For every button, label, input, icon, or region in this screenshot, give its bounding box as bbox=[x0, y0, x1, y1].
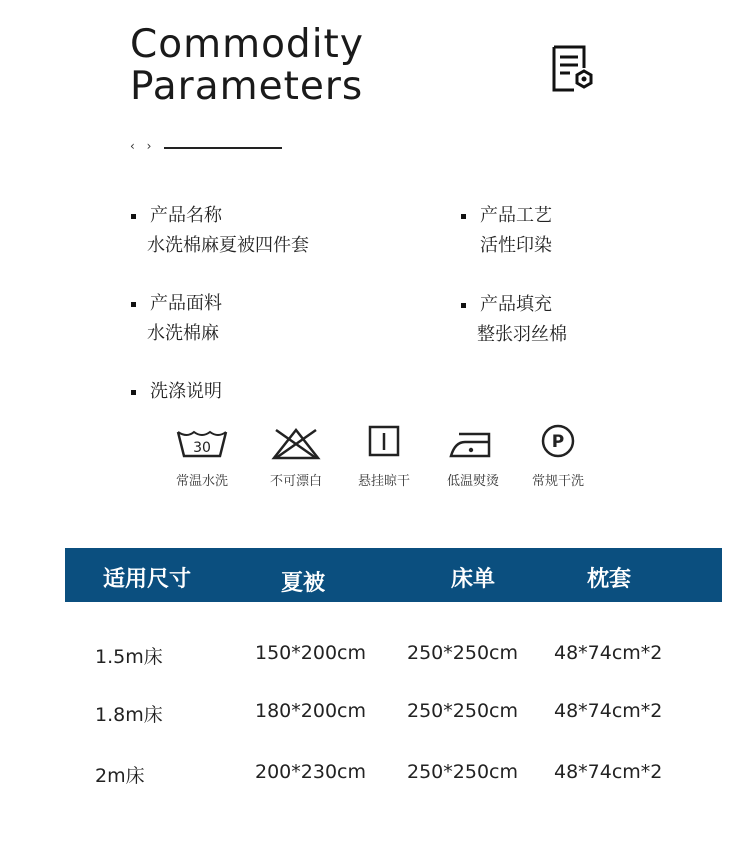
no-bleach-icon bbox=[266, 424, 326, 462]
bullet bbox=[461, 303, 466, 308]
cell-quilt: 150*200cm bbox=[255, 642, 366, 664]
param-filling bbox=[461, 290, 567, 350]
cell-sheet: 250*250cm bbox=[407, 700, 518, 722]
param-value: 水洗棉麻夏被四件套 bbox=[147, 235, 309, 256]
title-line-2: Parameters bbox=[130, 64, 364, 109]
bullet bbox=[131, 390, 136, 395]
bullet bbox=[461, 214, 466, 219]
page-title bbox=[130, 24, 364, 108]
cell-sheet: 250*250cm bbox=[407, 761, 518, 783]
param-fabric bbox=[131, 289, 222, 349]
cell-size: 1.5m床 bbox=[95, 646, 163, 668]
cell-size: 2m床 bbox=[95, 765, 145, 787]
param-label: 洗涤说明 bbox=[150, 381, 222, 402]
care-label: 不可漂白 bbox=[269, 474, 322, 489]
bullet bbox=[131, 214, 136, 219]
col-header-quilt: 夏被 bbox=[281, 570, 326, 596]
param-name bbox=[131, 201, 309, 261]
cell-pillowcase: 48*74cm*2 bbox=[554, 700, 663, 722]
param-value: 水洗棉麻 bbox=[147, 323, 219, 344]
param-label: 产品填充 bbox=[480, 294, 552, 315]
param-washing bbox=[131, 377, 222, 407]
bullet bbox=[131, 302, 136, 307]
size-table-header bbox=[65, 548, 722, 602]
wash-temp: 30 bbox=[193, 440, 211, 456]
care-label: 常温水洗 bbox=[175, 474, 228, 489]
hang-dry-icon bbox=[354, 422, 414, 460]
divider bbox=[164, 147, 282, 149]
care-label: 常规干洗 bbox=[531, 474, 584, 489]
low-iron-icon bbox=[443, 424, 503, 462]
cell-pillowcase: 48*74cm*2 bbox=[554, 761, 663, 783]
param-label: 产品名称 bbox=[150, 205, 222, 226]
nav-arrows: ‹ › bbox=[130, 139, 156, 153]
col-header-pillowcase: 枕套 bbox=[587, 566, 632, 592]
param-value: 整张羽丝棉 bbox=[477, 324, 567, 345]
document-hex-icon bbox=[548, 44, 594, 94]
care-label: 悬挂晾干 bbox=[357, 474, 410, 489]
cell-pillowcase: 48*74cm*2 bbox=[554, 642, 663, 664]
cell-quilt: 200*230cm bbox=[255, 761, 366, 783]
dry-clean-letter: P bbox=[551, 432, 565, 452]
col-header-size: 适用尺寸 bbox=[103, 566, 192, 592]
wash-30-icon bbox=[172, 424, 232, 462]
care-label: 低温熨烫 bbox=[446, 474, 499, 489]
param-label: 产品面料 bbox=[150, 293, 222, 314]
col-header-sheet: 床单 bbox=[451, 566, 496, 592]
param-label: 产品工艺 bbox=[480, 205, 552, 226]
cell-quilt: 180*200cm bbox=[255, 700, 366, 722]
cell-size: 1.8m床 bbox=[95, 704, 163, 726]
cell-sheet: 250*250cm bbox=[407, 642, 518, 664]
dry-clean-p-icon bbox=[528, 422, 588, 460]
param-process bbox=[461, 201, 552, 261]
param-value: 活性印染 bbox=[480, 235, 552, 256]
title-line-1: Commodity bbox=[130, 22, 364, 67]
